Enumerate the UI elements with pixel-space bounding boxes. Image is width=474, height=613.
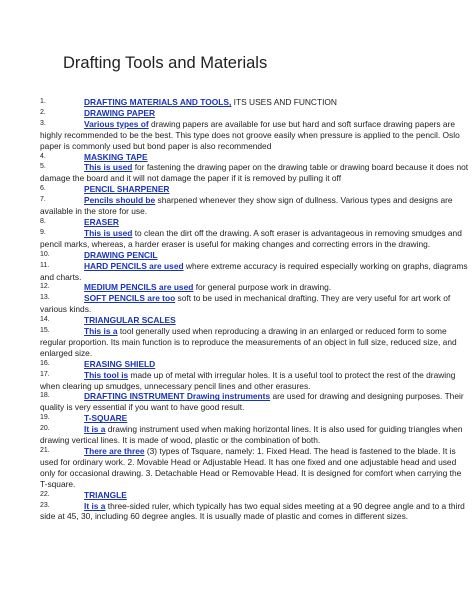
list-item <box>0 315 474 326</box>
list-item <box>0 250 474 261</box>
list-item <box>0 424 474 446</box>
list-item-text: (3) types of Tsquare, namely: 1. Fixed Head. The head is fastened to the blade. It is used for ordinary work. 2. Movable Head or Adjustable Head. It has one fixed and one adjustable head and used only for occasional drawing. 3. Detachable Head or Removable Head. It is designed for comfort when carrying the T-square. <box>40 446 462 489</box>
list-item-link[interactable]: Pencils should be <box>84 195 156 206</box>
list-item <box>0 195 474 217</box>
list-item <box>0 184 474 195</box>
list-item-number: 23. <box>40 501 50 509</box>
list-item-link[interactable]: It is a <box>84 500 106 511</box>
list-item-link[interactable]: ERASING SHIELD <box>84 358 156 369</box>
list-item <box>0 282 474 293</box>
list-item-link[interactable]: MEDIUM PENCILS are used <box>84 282 194 293</box>
list-item <box>0 501 474 523</box>
list-item-text: to clean the dirt off the drawing. A soft eraser is advantageous in removing smudges and pencil marks, whereas, a harder eraser is useful for making changes and correcting errors in the drawing. <box>40 227 462 249</box>
list-item-number: 6. <box>40 185 46 193</box>
list-item-number: 5. <box>40 163 46 171</box>
list-item-number: 4. <box>40 152 46 160</box>
list-item-link[interactable]: PENCIL SHARPENER <box>84 184 170 195</box>
list-item-number: 19. <box>40 414 50 422</box>
list-item-number: 9. <box>40 228 46 236</box>
list-item <box>0 413 474 424</box>
list-item-number: 14. <box>40 316 50 324</box>
list-item-number: 11. <box>40 261 50 269</box>
list-item-link[interactable]: TRIANGULAR SCALES <box>84 315 176 326</box>
list-item <box>0 261 474 283</box>
list-item <box>0 119 474 152</box>
list-item-number: 18. <box>40 392 50 400</box>
list-item-link[interactable]: This is used <box>84 227 133 238</box>
page-title: Drafting Tools and Materials <box>63 54 268 72</box>
list-item-number: 16. <box>40 359 50 367</box>
list-item-link[interactable]: DRAWING PENCIL <box>84 249 158 260</box>
list-item-link[interactable]: There are three <box>84 446 145 456</box>
list-item <box>0 228 474 250</box>
list-item-text: for fastening the drawing paper on the drawing table or drawing board because it does not damage the board and it will not damage the paper if it is removed by pulling it off <box>40 162 469 184</box>
numbered-list <box>0 97 474 522</box>
list-item-text: drawing instrument used when making horizontal lines. It is also used for guiding triangles when drawing vertical lines. It is made of wood, plastic or the combination of both. <box>40 424 463 446</box>
list-item-link[interactable]: This is used <box>84 162 133 173</box>
list-item-link[interactable]: HARD PENCILS are used <box>84 260 184 271</box>
list-item-text: soft to be used in mechanical drafting. They are very useful for art work of various kinds. <box>40 293 451 315</box>
list-item-text: are used for drawing and designing purposes. Their quality is very essential if you want to have good result. <box>40 391 464 413</box>
list-item-link[interactable]: T-SQUARE <box>84 413 128 424</box>
list-item-text: where extreme accuracy is required especially working on graphs, diagrams and charts. <box>40 260 468 282</box>
list-item-number: 20. <box>40 425 50 433</box>
list-item-number: 13. <box>40 294 50 302</box>
list-item-number: 1. <box>40 98 46 105</box>
list-item-number: 15. <box>40 327 50 335</box>
list-item-link[interactable]: MASKING TAPE <box>84 151 148 162</box>
list-item-number: 2. <box>40 108 46 116</box>
list-item-text: three-sided ruler, which typically has two equal sides meeting at a 90 degree angle and to a third side at 45, 30, including 60 degree angles. It is usually made of plastic and comes in different sizes. <box>40 500 465 522</box>
list-item-text: tool generally used when reproducing a drawing in an enlarged or reduced form to some regular proportion. Its main function is to reproduce the measurements of an object in full size, reduced size, and enlarged size. <box>40 326 457 358</box>
list-item-number: 21. <box>40 447 50 454</box>
list-item-number: 3. <box>40 119 46 127</box>
list-item <box>0 108 474 119</box>
list-item <box>0 217 474 228</box>
list-item-number: 12. <box>40 283 50 291</box>
list-item-text: made up of metal with irregular holes. It is a useful tool to protect the rest of the drawing when clearing up smudges, unnecessary pencil lines and other erasures. <box>40 369 456 391</box>
list-item-text: sharpened whenever they show sign of dullness. Various types and designs are available in the store for use. <box>40 195 453 217</box>
list-item-link[interactable]: TRIANGLE <box>84 489 127 500</box>
list-item <box>0 97 474 108</box>
list-item-link[interactable]: ERASER <box>84 216 119 227</box>
list-item-link[interactable]: SOFT PENCILS are too <box>84 293 176 304</box>
list-item-number: 22. <box>40 490 50 498</box>
list-item <box>0 162 474 184</box>
list-item-number: 8. <box>40 217 46 225</box>
list-item-link[interactable]: DRAWING PAPER <box>84 107 156 118</box>
list-item-link[interactable]: DRAFTING MATERIALS AND TOOLS, <box>84 97 232 107</box>
list-item-text: ITS USES AND FUNCTION <box>231 97 337 107</box>
list-item <box>0 490 474 501</box>
list-item <box>0 152 474 163</box>
list-item-number: 17. <box>40 370 50 378</box>
list-item-link[interactable]: It is a <box>84 424 106 435</box>
list-item-text: drawing papers are available for use but hard and soft surface drawing papers are highly recommended to be the best. This type does not groove easily when pressure is applied to the pencil. Oslo paper is commonly used but bond paper is also recommended <box>40 118 460 151</box>
list-item <box>0 359 474 370</box>
list-item <box>0 446 474 490</box>
list-item <box>0 370 474 392</box>
list-item-link[interactable]: This is a <box>84 326 118 337</box>
list-item-link[interactable]: Various types of <box>84 118 149 129</box>
list-item <box>0 293 474 315</box>
list-item <box>0 326 474 359</box>
list-item-link[interactable]: DRAFTING INSTRUMENT Drawing instruments <box>84 391 271 402</box>
list-item-number: 10. <box>40 250 50 258</box>
list-item-link[interactable]: This tool is <box>84 369 129 380</box>
list-item-text: for general purpose work in drawing. <box>193 282 332 293</box>
list-item <box>0 391 474 413</box>
list-item-number: 7. <box>40 196 46 204</box>
